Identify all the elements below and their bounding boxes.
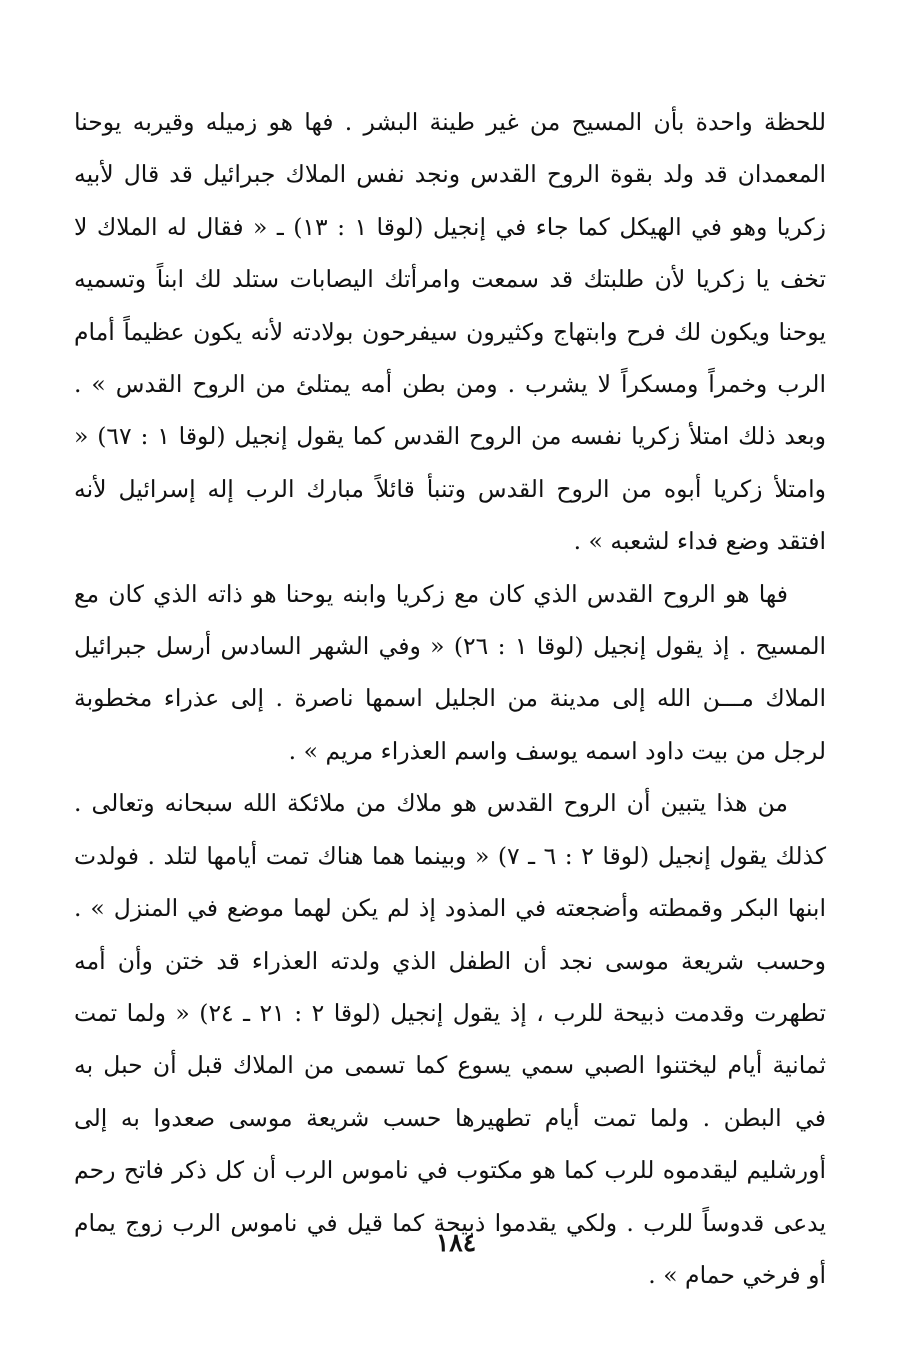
- paragraph-1: للحظة واحدة بأن المسيح من غير طينة البشر . فها هو زميله وقيربه يوحنا المعمدان قد ولد بقوة الروح القدس ونجد نفس الملاك جبرائيل قد قال لأبيه زكريا وهو في الهيكل كما جاء في إنجيل (لوقا ١ : ١٣) ـ « فقال له الملاك لا تخف يا زكريا لأن طلبتك قد سمعت وامرأتك اليصابات ستلد لك ابناً وتسميه يوحنا ويكون لك فرح وابتهاج وكثيرون سيفرحون بولادته لأنه يكون عظيماً أمام الرب وخمراً ومسكراً لا يشرب . ومن بطن أمه يمتلئ من الروح القدس » . وبعد ذلك امتلأ زكريا نفسه من الروح القدس كما يقول إنجيل (لوقا ١ : ٦٧) « وامتلأ زكريا أبوه من الروح القدس وتنبأ قائلاً مبارك الرب إله إسرائيل لأنه افتقد وضع فداء لشعبه » .: [74, 108, 826, 556]
- paragraph-2: فها هو الروح القدس الذي كان مع زكريا وابنه يوحنا هو ذاته الذي كان مع المسيح . إذ يقول إنجيل (لوقا ١ : ٢٦) « وفي الشهر السادس أرسل جبرائيل الملاك مـــن الله إلى مدينة من الجليل اسمها ناصرة . إلى عذراء مخطوبة لرجل من بيت داود اسمه يوسف واسم العذراء مريم » .: [74, 579, 827, 765]
- paragraph-3: من هذا يتبين أن الروح القدس هو ملاك من ملائكة الله سبحانه وتعالى . كذلك يقول إنجيل (لوقا ٢ : ٦ ـ ٧) « وبينما هما هناك تمت أيامها لتلد . فولدت ابنها البكر وقمطته وأضجعته في المذود إذ لم يكن لهما موضع في المنزل » . وحسب شريعة موسى نجد أن الطفل الذي ولدته العذراء قد ختن وأن أمه تطهرت وقدمت ذبيحة للرب ، إذ يقول إنجيل (لوقا ٢ : ٢١ ـ ٢٤) « ولما تمت ثمانية أيام ليختنوا الصبي سمي يسوع كما تسمى من الملاك قبل أن حبل به في البطن . ولما تمت أيام تطهيرها حسب شريعة موسى صعدوا به إلى أورشليم ليقدموه للرب كما هو مكتوب في ناموس الرب أن كل ذكر فاتح رحم يدعى قدوساً للرب . ولكي يقدموا ذبيحة كما قيل في ناموس الرب زوج يمام أو فرخي حمام » .: [74, 789, 827, 1289]
- page-number: ١٨٤: [435, 1228, 477, 1257]
